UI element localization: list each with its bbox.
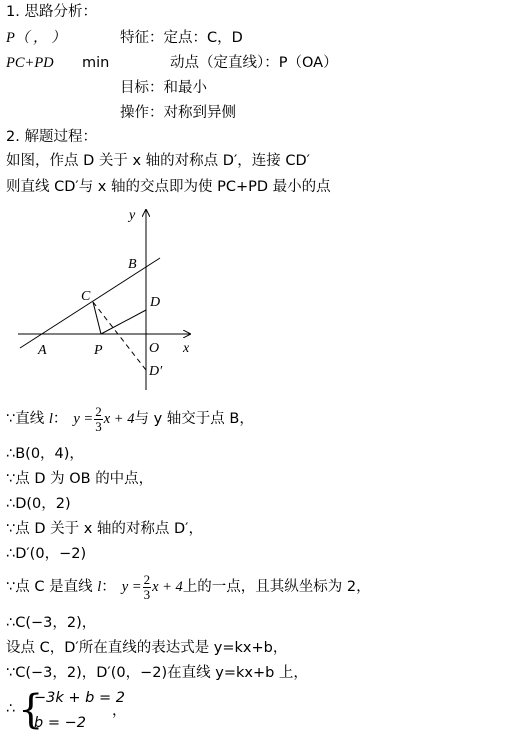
analysis-min: min: [82, 55, 110, 71]
solution-line-6: ∴D′(0，−2): [6, 546, 87, 562]
analysis-moving-point: 动点（定直线）：P（OA）: [170, 55, 338, 71]
geometry-diagram: [0, 200, 517, 400]
eq-rest-2: x + 4: [152, 579, 183, 595]
analysis-goal: 目标：和最小: [120, 80, 207, 96]
label-c: C: [81, 289, 91, 304]
label-o: O: [149, 341, 160, 356]
segment-cd-prime: [93, 302, 146, 370]
segment-cp: [93, 302, 101, 334]
analysis-heading: 1. 思路分析：: [6, 4, 97, 20]
fraction-two-thirds: $\frac{2}{3}$: [95, 403, 102, 434]
process-line-2: 则直线 CD′与 x 轴的交点即为使 PC+PD 最小的点: [6, 179, 331, 195]
solution-line-8: ∴C(−3，2)，: [6, 615, 97, 631]
process-heading: 2. 解题过程：: [6, 129, 97, 145]
line-name-l-2: l: [97, 579, 102, 595]
solution-line-3: ∵点 D 为 OB 的中点，: [6, 471, 154, 487]
system-eq-2: b = −2: [34, 715, 86, 731]
eq-rest: x + 4: [103, 411, 135, 427]
label-p: P: [94, 343, 103, 358]
text-colon-2: ：: [101, 579, 116, 595]
text-ordinate-2: 上的一点，且其纵坐标为 2，: [182, 579, 371, 595]
solution-line-1: [6, 402, 254, 436]
analysis-sum: PC+PD: [6, 55, 54, 71]
text-intersects-y: 与 y 轴交于点 B，: [134, 411, 254, 427]
analysis-operation: 操作：对称到异侧: [120, 105, 236, 121]
line-name-l: l: [48, 411, 53, 427]
solution-line-7: [6, 570, 371, 604]
segment-pd: [101, 310, 146, 334]
label-x: x: [183, 341, 190, 356]
label-b: B: [128, 257, 137, 272]
process-line-1: 如图，作点 D 关于 x 轴的对称点 D′，连接 CD′: [6, 153, 310, 169]
solution-line-5: ∵点 D 关于 x 轴的对称点 D′，: [6, 521, 203, 537]
system-comma: ，: [112, 703, 127, 719]
system-eq-1: −3k + b = 2: [34, 690, 125, 706]
label-d: D: [150, 295, 161, 310]
fraction-two-thirds-2: $\frac{2}{3}$: [143, 571, 151, 602]
label-d-prime: D′: [149, 364, 163, 379]
label-y: y: [129, 208, 136, 223]
solution-line-9: 设点 C，D′所在直线的表达式是 y=kx+b，: [6, 640, 288, 656]
solution-line-2: ∴B(0，4)，: [6, 446, 84, 462]
solution-line-4: ∴D(0，2): [6, 496, 71, 512]
text-colon: ：: [52, 411, 68, 427]
analysis-feature: 特征：定点：C，D: [120, 30, 243, 46]
therefore-symbol: ∴: [6, 701, 16, 717]
text-point-c-on-line: ∵点 C 是直线: [6, 579, 98, 595]
system-brace: {: [18, 687, 44, 733]
eq-y-2: y =: [121, 579, 142, 595]
eq-y: y =: [73, 411, 94, 427]
solution-line-10: ∵C(−3，2)，D′(0，−2)在直线 y=kx+b 上，: [6, 665, 308, 681]
analysis-point-p: P（ ， ）: [6, 30, 66, 46]
text-since-line: ∵直线: [6, 411, 49, 427]
label-a: A: [38, 343, 47, 358]
